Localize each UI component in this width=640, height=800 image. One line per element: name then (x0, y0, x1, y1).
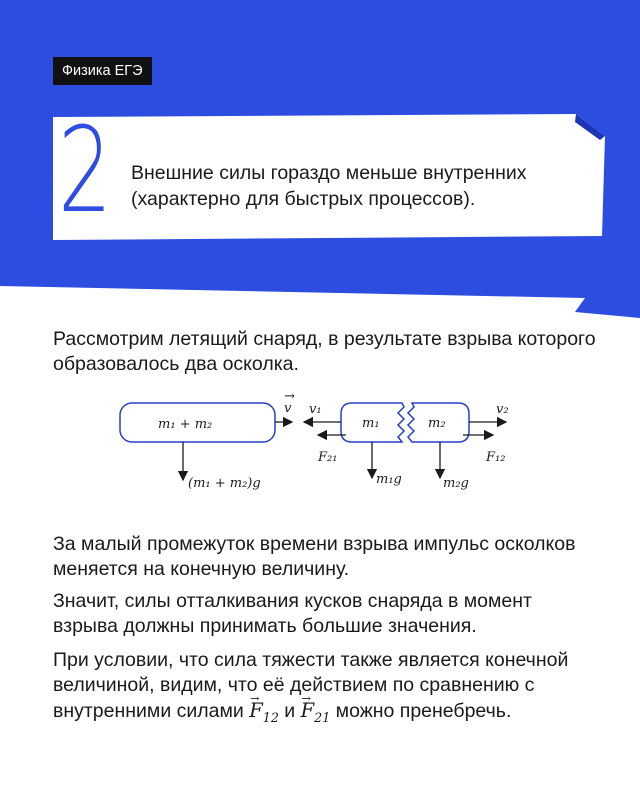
projectile-mass-label: m₁ + m₂ (158, 417, 213, 432)
subject-tag: Физика ЕГЭ (53, 57, 152, 85)
force-f21-symbol: → $F_{21}$ (301, 698, 331, 730)
fragment-1-velocity-label: v₁ (309, 402, 322, 417)
callout-text: Внешние силы гораздо меньше внутренних (характерно для быстрых процессов). (131, 162, 527, 210)
paragraph-forces: Значит, силы отталкивания кусков снаряда в момент взрыва должны принимать большие значения. (53, 590, 532, 637)
conclusion-text-end: можно пренебречь. (330, 700, 512, 722)
paragraph-impulse: За малый промежуток времени взрыва импульс осколков меняется на конечную величину. (53, 533, 576, 580)
step-number: 2 (58, 101, 113, 239)
fragment-1-label: m₁ (362, 416, 380, 431)
projectile-velocity-label: v (284, 401, 292, 416)
fragment-1-gravity-label: m₁g (376, 472, 402, 487)
conclusion-text-start: При условии, что сила тяжести также является конечной величиной, видим, что её действием по сравнению с внутренними силами (53, 649, 569, 722)
conclusion-and: и (278, 700, 301, 722)
fragment-2-label: m₂ (428, 416, 446, 431)
projectile-velocity-vec: → (284, 389, 295, 404)
paragraph-conclusion (53, 648, 598, 730)
fragment-2-velocity-label: v₂ (496, 402, 509, 417)
fragment-2-gravity-label: m₂g (443, 476, 469, 491)
projectile-gravity-label: (m₁ + m₂)g (188, 476, 261, 491)
force-f12-symbol: → $F_{12}$ (249, 698, 279, 730)
fragment-1-force-label: F₂₁ (318, 450, 338, 465)
fragment-2-force-label: F₁₂ (486, 450, 506, 465)
paragraph-intro: Рассмотрим летящий снаряд, в результате взрыва которого образовалось два осколка. (53, 328, 596, 375)
